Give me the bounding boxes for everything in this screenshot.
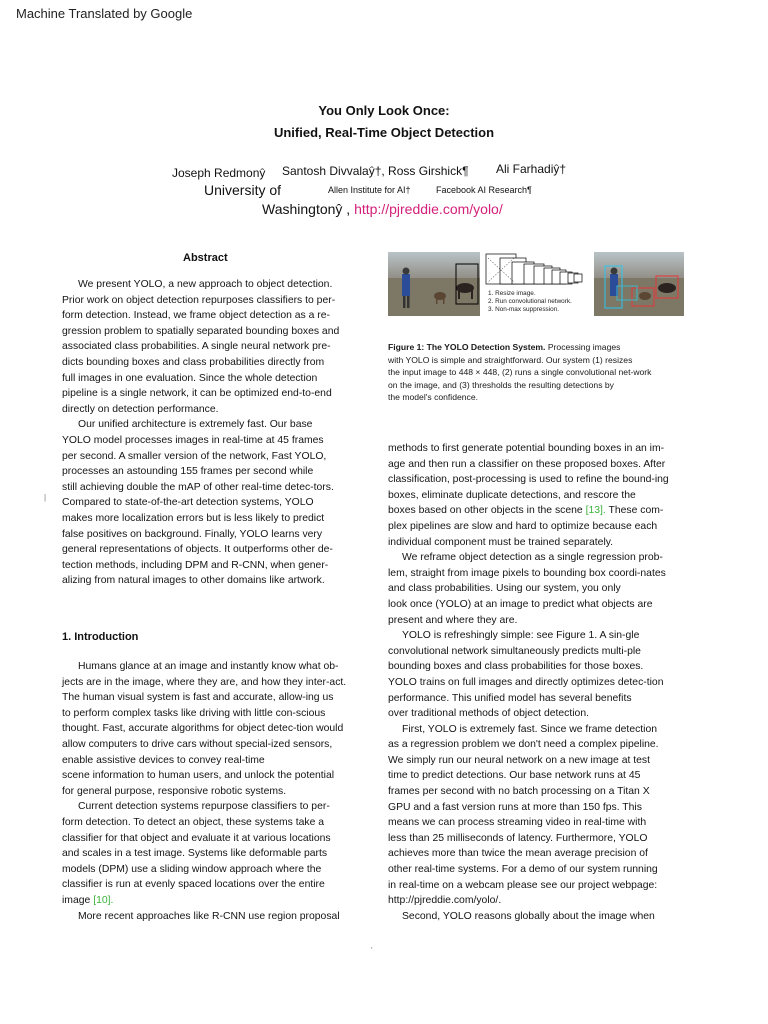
body-line: First, YOLO is extremely fast. Since we frame detection xyxy=(402,723,658,735)
machine-translation-banner: Machine Translated by Google xyxy=(16,6,193,21)
abstract-line: tection methods, including DPM and R-CNN, when gener- xyxy=(62,559,329,571)
body-line: age and then run a classifier on these proposed boxes. After xyxy=(388,458,666,470)
abstract-line: processes an astounding 155 frames per second while xyxy=(62,466,314,478)
abstract-line: associated class probabilities. A single neural network pre- xyxy=(62,341,331,353)
body-line: plex pipelines are slow and hard to optimize because each xyxy=(388,520,658,532)
margin-mark: | xyxy=(44,493,47,502)
yolo-figure xyxy=(388,252,684,320)
intro-heading: 1. Introduction xyxy=(62,631,139,643)
abstract-line: form detection. Instead, we frame object detection as a re- xyxy=(62,310,330,322)
abstract-line: gression problem to spatially separated bounding boxes and xyxy=(62,325,340,337)
body-line: achieves more than twice the mean average precision of xyxy=(388,848,648,860)
body-line: convolutional network simultaneously predicts multi-ple xyxy=(388,645,641,657)
body-line: in real-time on a webcam please see our project webpage: xyxy=(388,879,658,891)
intro-line: scene information to human users, and unlock the potential xyxy=(62,770,335,782)
intro-line: More recent approaches like R-CNN use region proposal xyxy=(78,910,340,922)
body-line: present and where they are. xyxy=(388,614,518,626)
abstract-line: still achieving double the mAP of other real-time detec-tors. xyxy=(62,481,334,493)
abstract-line: pipeline is a single network, it can be optimized end-to-end xyxy=(62,388,332,400)
conv-layer xyxy=(574,274,582,282)
abstract-line: dicts bounding boxes and class probabilities directly from xyxy=(62,356,325,368)
body-line: as a regression problem we don't need a complex pipeline. xyxy=(388,739,659,751)
intro-line: jects are in the image, where they are, and how they inter-act. xyxy=(62,676,347,688)
body-line: YOLO trains on full images and directly optimizes detec-tion xyxy=(388,676,664,688)
body-line: over traditional methods of object detection. xyxy=(388,708,590,720)
intro-line: enable assistive devices to convey real-time xyxy=(62,754,265,766)
intro-line: Current detection systems repurpose classifiers to per- xyxy=(78,801,330,813)
abstract-line: We present YOLO, a new approach to object detection. xyxy=(78,279,333,290)
body-line-continuation: These com- xyxy=(608,505,664,517)
body-line: boxes based on other objects in the scene xyxy=(388,505,583,517)
abstract-line: false positives on background. Finally, YOLO learns very xyxy=(62,528,323,540)
caption-line: on the image, and (3) thresholds the resulting detections by xyxy=(388,379,614,390)
intro-body xyxy=(62,659,346,924)
intro-line: and scales in a test image. Systems like deformable parts xyxy=(62,848,328,860)
body-line: classification, post-processing is used to refine the bound-ing xyxy=(388,474,669,486)
body-line: We simply run our neural network on a new image at test xyxy=(388,754,651,766)
body-line: lem, straight from image pixels to bounding box coordi-nates xyxy=(388,567,666,579)
step-resize: 1. Resize image. xyxy=(488,290,536,297)
caption-line: the input image to 448 × 448, (2) runs a single convolutional net-work xyxy=(388,367,652,377)
affiliation-uw-line2: Washingtonŷ , xyxy=(262,201,351,217)
abstract-line: directly on detection performance. xyxy=(62,403,219,415)
author-farhadi: Ali Farhadiŷ† xyxy=(496,162,567,176)
body-line: and class probabilities. Using our system, you only xyxy=(388,583,621,595)
paper-title-line1: You Only Look Once: xyxy=(318,103,450,118)
intro-line: Humans glance at an image and instantly know what ob- xyxy=(78,661,339,672)
body-line: boxes, eliminate duplicate detections, and rescore the xyxy=(388,489,636,501)
affiliation-facebook: Facebook AI Research¶ xyxy=(436,185,532,195)
body-line: Second, YOLO reasons globally about the image when xyxy=(402,910,655,922)
paper-title-line2: Unified, Real-Time Object Detection xyxy=(273,125,495,140)
intro-line: allow computers to drive cars without special-ized sensors, xyxy=(62,738,333,750)
body-line: GPU and a fast version runs at more than 150 fps. This xyxy=(388,801,642,813)
abstract-body xyxy=(62,277,339,589)
step-nms: 3. Non-max suppression. xyxy=(488,305,560,313)
intro-line: form detection. To detect an object, these systems take a xyxy=(62,816,325,828)
caption-title: Figure 1: The YOLO Detection System. xyxy=(388,342,546,352)
body-line: frames per second with no batch processing on a Titan X xyxy=(388,786,650,798)
abstract-line: makes more localization errors but is less likely to predict xyxy=(62,512,325,524)
body-line: means we can process streaming video in real-time with xyxy=(388,817,647,829)
body-line: YOLO is refreshingly simple: see Figure 1. A sin-gle xyxy=(402,630,640,642)
body-line: bounding boxes and class probabilities for those boxes. xyxy=(388,661,644,673)
caption-line: the model's confidence. xyxy=(388,392,479,402)
abstract-line: full images in one evaluation. Since the whole detection xyxy=(62,372,318,384)
abstract-line: general representations of objects. It outperforms other de- xyxy=(62,544,333,556)
abstract-line: Compared to state-of-the-art detection systems, YOLO xyxy=(62,497,314,509)
affiliation-uw-line1: University of xyxy=(204,182,282,198)
body-line: methods to first generate potential bounding boxes in an im- xyxy=(388,443,665,454)
intro-line: The human visual system is fast and accurate, allow-ing us xyxy=(62,692,334,704)
intro-line: to perform complex tasks like driving with little con-scious xyxy=(62,707,326,719)
caption-line: Processing images xyxy=(547,342,621,352)
intro-line: thought. Fast, accurate algorithms for object detec-tion would xyxy=(62,723,344,735)
body-line: less than 25 milliseconds of latency. Furthermore, YOLO xyxy=(388,832,648,844)
author-divvala-girshick: Santosh Divvalaŷ†, Ross Girshick¶ xyxy=(282,164,469,178)
abstract-line: Our unified architecture is extremely fast. Our base xyxy=(78,419,313,431)
abstract-line: per second. A smaller version of the network, Fast YOLO, xyxy=(62,450,327,462)
intro-line: classifier for that object and evaluate it at various locations xyxy=(62,832,331,844)
citation-13-link[interactable]: [13]. xyxy=(585,505,606,517)
project-url-link[interactable]: http://pjreddie.com/yolo/ xyxy=(354,201,503,217)
abstract-heading: Abstract xyxy=(183,252,228,264)
intro-line: image xyxy=(62,894,91,906)
author-redmon: Joseph Redmonŷ xyxy=(172,166,266,180)
step-run-network: 2. Run convolutional network. xyxy=(488,297,572,305)
body-line: We reframe object detection as a single regression prob- xyxy=(402,552,663,564)
citation-10-link[interactable]: [10]. xyxy=(93,894,114,906)
intro-line: classifier is run at evenly spaced locations over the entire xyxy=(62,879,325,891)
intro-line: for general purpose, responsive robotic systems. xyxy=(62,785,287,797)
figure-caption xyxy=(388,341,651,404)
page-mark: ' xyxy=(371,946,373,955)
abstract-line: alizing from natural images to other domains like artwork. xyxy=(62,575,325,587)
project-webpage-link[interactable]: http://pjreddie.com/yolo/. xyxy=(388,895,502,907)
abstract-line: Prior work on object detection repurposes classifiers to per- xyxy=(62,294,336,306)
body-line: look once (YOLO) at an image to predict what objects are xyxy=(388,598,653,610)
right-column-body xyxy=(388,441,669,924)
affiliation-allen: Allen Institute for AI† xyxy=(328,185,411,195)
abstract-line: YOLO model processes images in real-time at 45 frames xyxy=(62,434,324,446)
body-line: time to predict detections. Our base network runs at 45 xyxy=(388,770,641,782)
body-line: performance. This unified model has several benefits xyxy=(388,692,632,704)
intro-line: models (DPM) use a sliding window approach where the xyxy=(62,863,322,875)
caption-line: with YOLO is simple and straightforward. Our system (1) resizes xyxy=(388,354,633,365)
body-line: other real-time systems. For a demo of our system running xyxy=(388,864,658,876)
body-line: individual component must be trained separately. xyxy=(388,536,614,548)
